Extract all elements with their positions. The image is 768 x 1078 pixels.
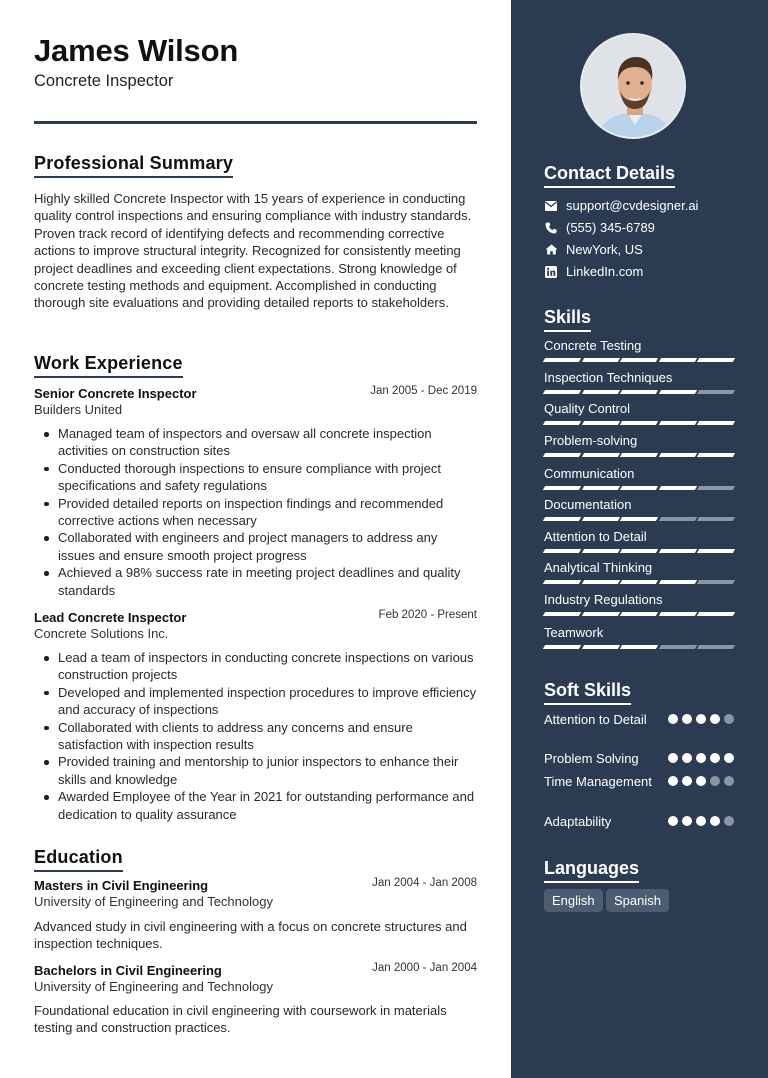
skill-label: Documentation xyxy=(544,497,632,512)
skill-level-segment xyxy=(620,390,658,394)
skill-level-segment xyxy=(620,549,658,553)
edu-2-dates: Jan 2000 - Jan 2004 xyxy=(372,962,477,974)
skill-level-segment xyxy=(697,486,735,490)
list-item: Provided detailed reports on inspection findings and recommended corrective actions when necessary xyxy=(34,495,477,530)
skill-level-segment xyxy=(620,486,658,490)
skill-level-segment xyxy=(659,421,697,425)
edu-1-school: University of Engineering and Technology xyxy=(34,894,273,909)
contact-phone[interactable] xyxy=(544,220,655,235)
home-icon xyxy=(544,243,558,257)
soft-skills-heading: Soft Skills xyxy=(544,680,631,705)
skill-level-bar xyxy=(544,580,734,585)
skill-level-segment xyxy=(697,645,735,649)
rating-dot xyxy=(724,816,734,826)
edu-2-description: Foundational education in civil engineering with coursework in materials testing and construction practices. xyxy=(34,1003,447,1036)
edu-1-dates: Jan 2004 - Jan 2008 xyxy=(372,877,477,889)
skill-level-segment xyxy=(659,453,697,457)
list-item: Collaborated with clients to address any concerns and ensure satisfaction with inspection results xyxy=(34,719,477,754)
rating-dot xyxy=(682,714,692,724)
skill-level-segment xyxy=(697,453,735,457)
skill-label: Communication xyxy=(544,466,635,481)
skill-level-bar xyxy=(544,517,734,522)
soft-skill-rating xyxy=(668,753,734,763)
edu-1-header xyxy=(34,877,477,895)
skill-label: Quality Control xyxy=(544,401,630,416)
list-item: Developed and implemented inspection procedures to improve efficiency and accuracy of inspections xyxy=(34,684,477,719)
skill-level-segment xyxy=(697,612,735,616)
skill-label: Analytical Thinking xyxy=(544,560,653,575)
candidate-name: James Wilson xyxy=(34,33,239,68)
education-heading: Education xyxy=(34,847,123,872)
skill-level-segment xyxy=(581,486,619,490)
edu-2-school: University of Engineering and Technology xyxy=(34,979,273,994)
list-item: Collaborated with engineers and project managers to address any issues and ensure smooth project progress xyxy=(34,529,477,564)
edu-1-description: Advanced study in civil engineering with a focus on concrete structures and inspection techniques. xyxy=(34,919,467,952)
rating-dot xyxy=(668,776,678,786)
experience-heading: Work Experience xyxy=(34,353,183,378)
soft-skill-label: Attention to Detail xyxy=(544,712,647,727)
job-1-dates: Jan 2005 - Dec 2019 xyxy=(370,385,477,397)
skill-level-segment xyxy=(543,453,581,457)
skill-level-segment xyxy=(581,580,619,584)
skill-level-segment xyxy=(543,390,581,394)
skill-level-segment xyxy=(543,486,581,490)
language-chip: Spanish xyxy=(606,889,669,912)
skill-level-segment xyxy=(659,390,697,394)
job-1-bullets xyxy=(34,425,477,599)
skill-level-segment xyxy=(659,549,697,553)
job-2-company: Concrete Solutions Inc. xyxy=(34,626,169,641)
skill-level-segment xyxy=(581,453,619,457)
list-item: Lead a team of inspectors in conducting concrete inspections on various construction projects xyxy=(34,649,477,684)
skill-level-segment xyxy=(697,358,735,362)
skill-level-segment xyxy=(659,486,697,490)
skill-level-segment xyxy=(543,517,581,521)
job-1-role: Senior Concrete Inspector xyxy=(34,386,197,401)
skill-level-segment xyxy=(581,645,619,649)
rating-dot xyxy=(682,816,692,826)
skill-level-segment xyxy=(697,421,735,425)
skill-level-segment xyxy=(581,549,619,553)
rating-dot xyxy=(724,776,734,786)
envelope-icon xyxy=(544,199,558,213)
skill-level-bar xyxy=(544,358,734,363)
skill-level-segment xyxy=(543,549,581,553)
contact-linkedin-text: LinkedIn.com xyxy=(566,264,644,279)
list-item: Achieved a 98% success rate in meeting project deadlines and quality standards xyxy=(34,564,477,599)
skill-level-bar xyxy=(544,390,734,395)
contact-heading: Contact Details xyxy=(544,163,675,188)
skill-level-segment xyxy=(543,645,581,649)
skill-level-bar xyxy=(544,549,734,554)
contact-email-text: support@cvdesigner.ai xyxy=(566,198,699,213)
soft-skill-label: Problem Solving xyxy=(544,751,639,766)
soft-skill-rating xyxy=(668,816,734,826)
rating-dot xyxy=(696,714,706,724)
job-1-company: Builders United xyxy=(34,402,123,417)
languages-heading: Languages xyxy=(544,858,639,883)
contact-email[interactable] xyxy=(544,198,698,213)
summary-text: Highly skilled Concrete Inspector with 15 years of experience in conducting quality control inspections and ensuring compliance with industry standards. Proven track record of identifying defects and recommending corrective actions to improve structural integrity. Recognized for consistently meeting project deadlines and exceeding client expectations. Strong knowledge of concrete testing methods and equipment. Accomplished in conducting thorough site evaluations and providing detailed reports to stakeholders. xyxy=(34,191,472,311)
job-1-header xyxy=(34,385,477,403)
skill-level-bar xyxy=(544,453,734,458)
skill-level-segment xyxy=(543,421,581,425)
soft-skill-label: Adaptability xyxy=(544,814,612,829)
list-item: Conducted thorough inspections to ensure compliance with project specifications and safety regulations xyxy=(34,460,477,495)
skill-level-segment xyxy=(697,580,735,584)
skill-level-segment xyxy=(581,421,619,425)
skill-level-segment xyxy=(543,358,581,362)
skill-level-segment xyxy=(697,517,735,521)
job-2-bullets xyxy=(34,649,477,823)
skill-label: Concrete Testing xyxy=(544,338,642,353)
edu-1-degree: Masters in Civil Engineering xyxy=(34,878,209,893)
skill-label: Attention to Detail xyxy=(544,529,647,544)
skill-level-segment xyxy=(581,612,619,616)
skill-level-segment xyxy=(659,580,697,584)
skill-level-bar xyxy=(544,486,734,491)
skill-level-segment xyxy=(697,549,735,553)
rating-dot xyxy=(710,816,720,826)
skill-level-segment xyxy=(581,517,619,521)
contact-location-text: NewYork, US xyxy=(566,242,643,257)
skill-level-segment xyxy=(543,612,581,616)
rating-dot xyxy=(696,753,706,763)
skill-level-segment xyxy=(620,421,658,425)
skill-level-segment xyxy=(581,390,619,394)
list-item: Managed team of inspectors and oversaw all concrete inspection activities on construction sites xyxy=(34,425,477,460)
rating-dot xyxy=(668,714,678,724)
skill-level-segment xyxy=(697,390,735,394)
rating-dot xyxy=(682,753,692,763)
list-item: Awarded Employee of the Year in 2021 for outstanding performance and dedication to quality assurance xyxy=(34,788,477,823)
rating-dot xyxy=(668,753,678,763)
skill-level-bar xyxy=(544,421,734,426)
skill-label: Teamwork xyxy=(544,625,604,640)
skills-heading: Skills xyxy=(544,307,591,332)
contact-phone-text: (555) 345-6789 xyxy=(566,220,655,235)
phone-icon xyxy=(544,221,558,235)
skill-level-segment xyxy=(659,612,697,616)
soft-skill-label: Time Management xyxy=(544,774,652,789)
job-2-dates: Feb 2020 - Present xyxy=(378,609,477,621)
job-2-role: Lead Concrete Inspector xyxy=(34,610,187,625)
job-2-header xyxy=(34,609,477,627)
skill-level-segment xyxy=(620,517,658,521)
skill-level-segment xyxy=(659,517,697,521)
sidebar xyxy=(511,0,768,1078)
rating-dot xyxy=(696,776,706,786)
rating-dot xyxy=(724,753,734,763)
skill-level-segment xyxy=(659,645,697,649)
soft-skill-rating xyxy=(668,776,734,786)
edu-2-header xyxy=(34,962,477,980)
skill-label: Problem-solving xyxy=(544,433,638,448)
contact-location xyxy=(544,242,643,257)
soft-skill-rating xyxy=(668,714,734,724)
contact-linkedin[interactable] xyxy=(544,264,643,279)
skill-level-segment xyxy=(620,612,658,616)
skill-level-bar xyxy=(544,645,734,650)
linkedin-icon xyxy=(544,265,558,279)
rating-dot xyxy=(710,753,720,763)
skill-label: Industry Regulations xyxy=(544,592,663,607)
skill-level-segment xyxy=(543,580,581,584)
skill-label: Inspection Techniques xyxy=(544,370,673,385)
avatar-illustration xyxy=(582,35,686,139)
skill-level-bar xyxy=(544,612,734,617)
candidate-title: Concrete Inspector xyxy=(34,72,174,90)
list-item: Provided training and mentorship to junior inspectors to enhance their skills and knowledge xyxy=(34,753,477,788)
skill-level-segment xyxy=(620,453,658,457)
header-divider xyxy=(34,121,477,124)
rating-dot xyxy=(668,816,678,826)
skill-level-segment xyxy=(620,580,658,584)
rating-dot xyxy=(682,776,692,786)
skill-level-segment xyxy=(620,358,658,362)
edu-2-degree: Bachelors in Civil Engineering xyxy=(34,963,222,978)
avatar xyxy=(580,33,686,139)
rating-dot xyxy=(710,714,720,724)
summary-heading: Professional Summary xyxy=(34,153,233,178)
skill-level-segment xyxy=(581,358,619,362)
skill-level-segment xyxy=(620,645,658,649)
skill-level-segment xyxy=(659,358,697,362)
rating-dot xyxy=(724,714,734,724)
rating-dot xyxy=(710,776,720,786)
language-chip: English xyxy=(544,889,603,912)
rating-dot xyxy=(696,816,706,826)
